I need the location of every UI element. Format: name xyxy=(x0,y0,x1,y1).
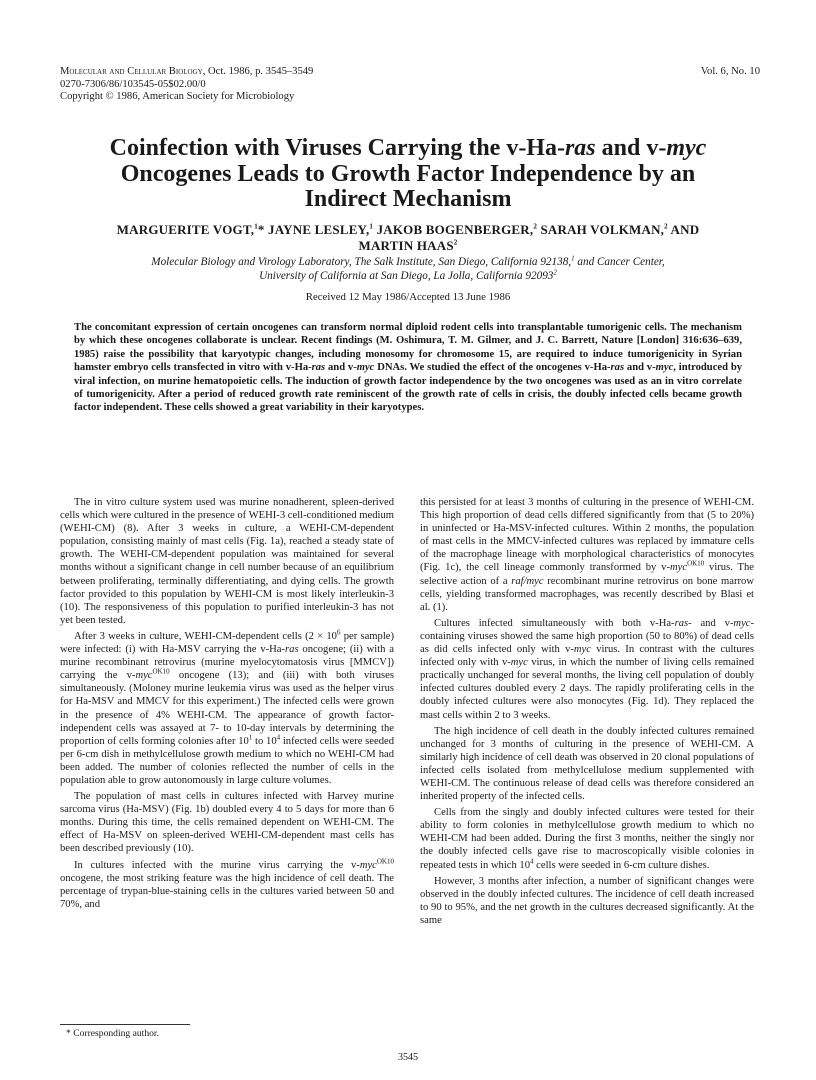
paragraph: The high incidence of cell death in the doubly infected cultures remained unchanged for 3 months of culturing in the presence of WEHI-CM. A similarly high incidence of cell death was observed in 20 clonal populations of infected cells isolated from methylcellulose medium supplemented with WEHI-CM. The continuous release of dead cells was therefore considered an inherited property of the infected cells. xyxy=(420,725,754,803)
paragraph: However, 3 months after infection, a number of significant changes were observed in the doubly infected cultures. The incidence of cell death increased to 90 to 95%, and the net growth in the cultures decreased significantly. At the same xyxy=(420,875,754,926)
paragraph: After 3 weeks in culture, WEHI-CM-dependent cells ($2 \times 10^6$ per sample) were infected: (i) with Ha-MSV carrying the v-Ha-ras oncogene; (ii) with a murine recombinant retrovirus (murine myelocytomatosis virus [MMCV]) carrying the v-myc$^{OK10}$ oncogene (13); and (iii) with both viruses simultaneously. (Moloney murine leukemia virus was used as the helper virus for Ha-MSV and MMCV for this experiment.) The infected cells were grown in the presence of 4% WEHI-CM. The appearance of growth factor-independent cells was assayed at 7- to 10-day intervals by determining the proportion of cells forming colonies after $10^1$ to $10^4$ infected cells were seeded per 6-cm dish in methylcellulose growth medium to which no WEHI-CM had been added. The number of colonies reflected the number of cells in the population able to grow autonomously in large culture volumes. xyxy=(60,628,394,786)
article-title: Coinfection with Viruses Carrying the v-Ha-ras and v-myc Oncogenes Leads to Growth Factor Independence by an Indirect Mechanism xyxy=(109,135,707,212)
issue-info: , Oct. 1986, p. 3545–3549 xyxy=(202,66,314,77)
footnote: * Corresponding author. xyxy=(66,1028,159,1039)
paragraph: The population of mast cells in cultures infected with Harvey murine sarcoma virus (Ha-MSV) (Fig. 1b) doubled every 4 to 5 days for more than 6 months. During this time, the cells remained dependent on WEHI-CM. The effect of Ha-MSV on spleen-derived WEHI-CM-dependent mast cells has been described previously (10). xyxy=(60,791,394,855)
running-header xyxy=(60,66,760,104)
abstract: The concomitant expression of certain oncogenes can transform normal diploid rodent cells into transplantable tumorigenic cells. The mechanism by which these oncogenes collaborate is unclear. Recent findings (M. Oshimura, T. M. Gilmer, and J. C. Barrett, Nature [London] 316:636–639, 1985) raise the possibility that karyotypic changes, including monosomy for chromosome 15, are required to induce tumorigenicity in Syrian hamster embryo cells transfected in vitro with v-Ha-ras and v-myc DNAs. We studied the effect of the oncogenes v-Ha-ras and v-myc, introduced by viral infection, on murine hematopoietic cells. The induction of growth factor independence by the two oncogenes was used as an in vitro correlate of tumorigenicity. After a period of reduced growth rate reminiscent of the growth rate of cells in crisis, the doubly infected cells became growth factor independent. These cells showed a great variability in their karyotypes. xyxy=(74,322,743,414)
received-dates: Received 12 May 1986/Accepted 13 June 1986 xyxy=(305,291,511,303)
paragraph: The in vitro culture system used was murine nonadherent, spleen-derived cells which were cultured in the presence of WEHI-3 cell-conditioned medium (WEHI-CM) (8). After 3 weeks in culture, a WEHI-CM-dependent population, consisting mainly of mast cells (Fig. 1a), reached a steady state of growth. The WEHI-CM-dependent population was maintained for several months without a significant change in cell number because of an equilibrium between proliferating, terminally differentiating, and dying cells. The growth factor provided to this population by WEHI-CM is most likely interleukin-3 (10). The responsiveness of this population to purified interleukin-3 has not yet been tested. xyxy=(60,497,394,626)
copyright-line: Copyright © 1986, American Society for Microbiology xyxy=(60,91,295,102)
body-column-right xyxy=(420,496,754,930)
footnote-rule xyxy=(60,1024,190,1025)
paragraph: In cultures infected with the murine virus carrying the v-myc$^{OK10}$ oncogene, the most striking feature was the high incidence of cell death. The percentage of trypan-blue-staining cells in the cultures varied between 50 and 70%, and xyxy=(60,857,394,910)
body-column-left xyxy=(60,496,394,914)
paragraph: Cultures infected simultaneously with both v-Ha-ras- and v-myc-containing viruses showed the same high proportion (50 to 80%) of dead cells as did cells infected only with v-myc virus. In contrast with the cultures infected only with v-myc virus, in which the number of living cells remained practically unchanged for several months, the living cell population of doubly infected cultures doubled every 2 days. The rapidly proliferating cells in the doubly infected cultures were also monocytes (Fig. 1d). They replaced the mast cells within 2 to 3 weeks. xyxy=(420,617,755,721)
article-code: 0270-7306/86/103545-05$02.00/0 xyxy=(60,78,206,90)
journal-name: Molecular and Cellular Biology xyxy=(60,66,203,77)
volume-label: Vol. 6, No. 10 xyxy=(700,66,760,77)
author-list: MARGUERITE VOGT,$^1$* JAYNE LESLEY,$^1$ JAKOB BOGENBERGER,$^2$ SARAH VOLKMAN,$^2$ AND MARTIN HAAS$^2$ xyxy=(116,222,700,253)
paragraph: this persisted for at least 3 months of culturing in the presence of WEHI-CM. This high proportion of dead cells differed significantly from that (5 to 20%) in uninfected or Ha-MSV-infected cultures. Within 2 months, the population of mast cells in the MMCV-infected cultures was replaced by immature cells of the macrophage lineage with morphological characteristics of monocytes (Fig. 1c), the cell lineage commonly transformed by v-myc$^{OK10}$ virus. The selective action of a raf/myc recombinant murine retrovirus on bone marrow cells, yielding transformed macrophages, was recently described by Blasi et al. (1). xyxy=(420,497,754,613)
paragraph: Cells from the singly and doubly infected cultures were tested for their ability to form colonies in methylcellulose growth medium to which no WEHI-CM had been added. During the first 3 months, neither the singly nor the doubly infected cells gave rise to macroscopically visible colonies in repeated tests in which $10^4$ cells were seeded in 6-cm culture dishes. xyxy=(420,807,754,871)
affiliations: Molecular Biology and Virology Laboratory, The Salk Institute, San Diego, California 92138,$^1$ and Cancer Center, University of California at San Diego, La Jolla, California 92093$^2$ xyxy=(151,254,665,282)
page-number: 3545 xyxy=(398,1052,418,1063)
